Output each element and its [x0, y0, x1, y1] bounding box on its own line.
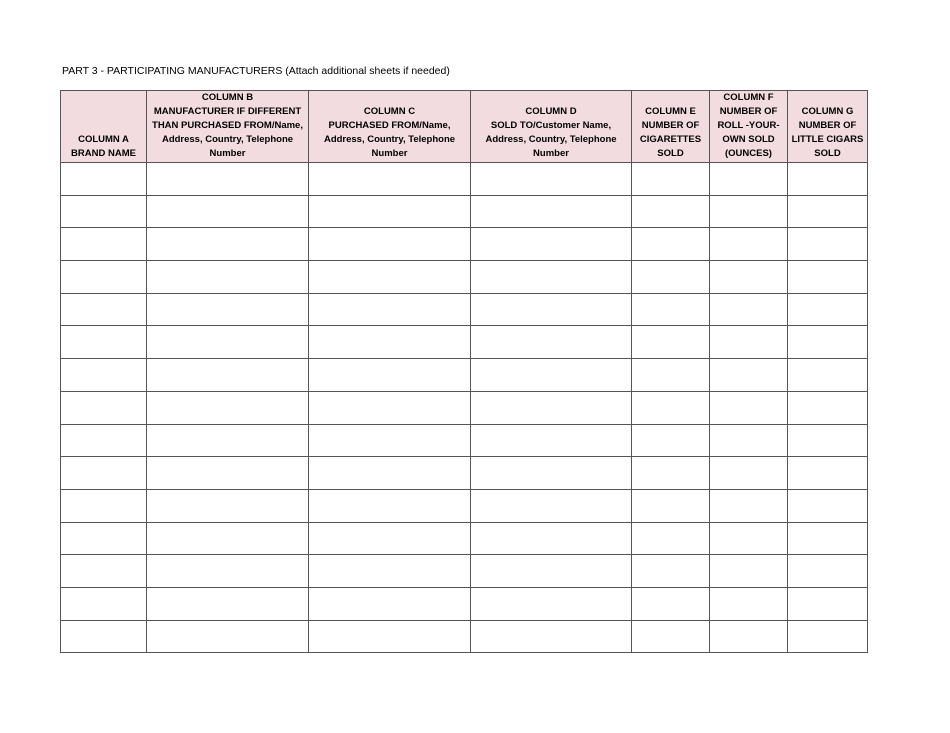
header-line: (OUNCES) — [725, 148, 772, 159]
purchased-from-cell[interactable] — [309, 228, 471, 261]
header-line: CIGARETTES — [639, 134, 702, 145]
participating-manufacturers-table — [60, 90, 868, 653]
cigarettes-sold-cell[interactable] — [632, 587, 710, 620]
header-line: Number — [209, 148, 246, 159]
roll-your-own-sold-cell[interactable] — [710, 620, 788, 653]
little-cigars-sold-cell[interactable] — [788, 620, 868, 653]
table-row — [61, 457, 868, 490]
cigarettes-sold-cell[interactable] — [632, 359, 710, 392]
header-line: SOLD — [814, 148, 841, 159]
table-row — [61, 326, 868, 359]
cigarettes-sold-cell[interactable] — [632, 195, 710, 228]
header-line: Address, Country, Telephone — [323, 134, 456, 145]
little-cigars-sold-cell[interactable] — [788, 555, 868, 588]
table-row — [61, 587, 868, 620]
manufacturer-cell[interactable] — [147, 163, 309, 196]
header-line: THAN PURCHASED FROM/Name, — [152, 120, 303, 131]
brand-name-cell[interactable] — [61, 522, 147, 555]
little-cigars-sold-cell[interactable] — [788, 391, 868, 424]
purchased-from-cell[interactable] — [309, 489, 471, 522]
little-cigars-sold-cell[interactable] — [788, 587, 868, 620]
column-b-header — [147, 91, 309, 163]
roll-your-own-sold-cell[interactable] — [710, 522, 788, 555]
brand-name-cell[interactable] — [61, 293, 147, 326]
header-line: NUMBER OF — [641, 120, 700, 131]
table-row — [61, 293, 868, 326]
sold-to-cell[interactable] — [471, 293, 632, 326]
purchased-from-cell[interactable] — [309, 261, 471, 294]
column-g-header — [788, 91, 868, 163]
header-line: COLUMN F — [723, 92, 774, 103]
table-row — [61, 163, 868, 196]
manufacturer-cell[interactable] — [147, 228, 309, 261]
sold-to-cell[interactable] — [471, 359, 632, 392]
little-cigars-sold-cell[interactable] — [788, 489, 868, 522]
purchased-from-cell[interactable] — [309, 424, 471, 457]
manufacturer-cell[interactable] — [147, 359, 309, 392]
column-c-header — [309, 91, 471, 163]
table-row — [61, 555, 868, 588]
purchased-from-cell[interactable] — [309, 620, 471, 653]
header-line: Address, Country, Telephone — [161, 134, 294, 145]
little-cigars-sold-cell[interactable] — [788, 293, 868, 326]
sold-to-cell[interactable] — [471, 620, 632, 653]
header-row — [61, 91, 868, 163]
purchased-from-cell[interactable] — [309, 195, 471, 228]
table-row — [61, 195, 868, 228]
header-line: COLUMN C — [363, 106, 416, 117]
header-line: COLUMN D — [525, 106, 577, 117]
sold-to-cell[interactable] — [471, 261, 632, 294]
roll-your-own-sold-cell[interactable] — [710, 163, 788, 196]
purchased-from-cell[interactable] — [309, 555, 471, 588]
table-row — [61, 261, 868, 294]
header-line: Address, Country, Telephone — [485, 134, 617, 145]
cigarettes-sold-cell[interactable] — [632, 620, 710, 653]
manufacturer-cell[interactable] — [147, 555, 309, 588]
little-cigars-sold-cell[interactable] — [788, 261, 868, 294]
header-line: ROLL -YOUR- — [717, 120, 780, 131]
roll-your-own-sold-cell[interactable] — [710, 195, 788, 228]
column-d-header — [471, 91, 632, 163]
brand-name-cell[interactable] — [61, 587, 147, 620]
sold-to-cell[interactable] — [471, 555, 632, 588]
little-cigars-sold-cell[interactable] — [788, 195, 868, 228]
roll-your-own-sold-cell[interactable] — [710, 587, 788, 620]
roll-your-own-sold-cell[interactable] — [710, 228, 788, 261]
roll-your-own-sold-cell[interactable] — [710, 293, 788, 326]
purchased-from-cell[interactable] — [309, 326, 471, 359]
manufacturer-cell[interactable] — [147, 424, 309, 457]
little-cigars-sold-cell[interactable] — [788, 522, 868, 555]
column-a-header — [61, 91, 147, 163]
brand-name-cell[interactable] — [61, 261, 147, 294]
little-cigars-sold-cell[interactable] — [788, 457, 868, 490]
brand-name-cell[interactable] — [61, 359, 147, 392]
purchased-from-cell[interactable] — [309, 359, 471, 392]
sold-to-cell[interactable] — [471, 587, 632, 620]
part-3-heading: PART 3 - PARTICIPATING MANUFACTURERS (Attach additional sheets if needed) — [62, 65, 450, 77]
roll-your-own-sold-cell[interactable] — [710, 261, 788, 294]
brand-name-cell[interactable] — [61, 424, 147, 457]
cigarettes-sold-cell[interactable] — [632, 489, 710, 522]
column-f-header — [710, 91, 788, 163]
header-line: BRAND NAME — [71, 148, 136, 159]
little-cigars-sold-cell[interactable] — [788, 228, 868, 261]
brand-name-cell[interactable] — [61, 195, 147, 228]
roll-your-own-sold-cell[interactable] — [710, 359, 788, 392]
roll-your-own-sold-cell[interactable] — [710, 457, 788, 490]
cigarettes-sold-cell[interactable] — [632, 391, 710, 424]
cigarettes-sold-cell[interactable] — [632, 424, 710, 457]
little-cigars-sold-cell[interactable] — [788, 359, 868, 392]
purchased-from-cell[interactable] — [309, 457, 471, 490]
roll-your-own-sold-cell[interactable] — [710, 489, 788, 522]
table-row — [61, 391, 868, 424]
sold-to-cell[interactable] — [471, 522, 632, 555]
sold-to-cell[interactable] — [471, 424, 632, 457]
sold-to-cell[interactable] — [471, 326, 632, 359]
little-cigars-sold-cell[interactable] — [788, 163, 868, 196]
manufacturer-cell[interactable] — [147, 522, 309, 555]
sold-to-cell[interactable] — [471, 163, 632, 196]
header-line: SOLD — [657, 148, 684, 159]
roll-your-own-sold-cell[interactable] — [710, 326, 788, 359]
roll-your-own-sold-cell[interactable] — [710, 555, 788, 588]
header-line: MANUFACTURER IF DIFFERENT — [153, 106, 302, 117]
manufacturer-cell[interactable] — [147, 326, 309, 359]
cigarettes-sold-cell[interactable] — [632, 555, 710, 588]
roll-your-own-sold-cell[interactable] — [710, 424, 788, 457]
purchased-from-cell[interactable] — [309, 587, 471, 620]
brand-name-cell[interactable] — [61, 163, 147, 196]
purchased-from-cell[interactable] — [309, 293, 471, 326]
cigarettes-sold-cell[interactable] — [632, 293, 710, 326]
manufacturer-cell[interactable] — [147, 489, 309, 522]
little-cigars-sold-cell[interactable] — [788, 424, 868, 457]
purchased-from-cell[interactable] — [309, 391, 471, 424]
column-e-header — [632, 91, 710, 163]
header-line: NUMBER OF — [719, 106, 778, 117]
table-body — [61, 163, 868, 653]
brand-name-cell[interactable] — [61, 620, 147, 653]
cigarettes-sold-cell[interactable] — [632, 326, 710, 359]
header-line: Number — [533, 148, 569, 159]
roll-your-own-sold-cell[interactable] — [710, 391, 788, 424]
manufacturer-cell[interactable] — [147, 261, 309, 294]
manufacturer-cell[interactable] — [147, 587, 309, 620]
sold-to-cell[interactable] — [471, 228, 632, 261]
header-line: COLUMN B — [201, 92, 254, 103]
header-line: Number — [371, 148, 408, 159]
cigarettes-sold-cell[interactable] — [632, 163, 710, 196]
cigarettes-sold-cell[interactable] — [632, 457, 710, 490]
sold-to-cell[interactable] — [471, 391, 632, 424]
purchased-from-cell[interactable] — [309, 522, 471, 555]
header-line: NUMBER OF — [798, 120, 857, 131]
brand-name-cell[interactable] — [61, 457, 147, 490]
table-row — [61, 489, 868, 522]
manufacturer-cell[interactable] — [147, 293, 309, 326]
sold-to-cell[interactable] — [471, 195, 632, 228]
manufacturer-cell[interactable] — [147, 457, 309, 490]
brand-name-cell[interactable] — [61, 391, 147, 424]
header-line: LITTLE CIGARS — [791, 134, 864, 145]
brand-name-cell[interactable] — [61, 555, 147, 588]
header-line: COLUMN A — [78, 134, 129, 145]
cigarettes-sold-cell[interactable] — [632, 522, 710, 555]
manufacturer-cell[interactable] — [147, 620, 309, 653]
brand-name-cell[interactable] — [61, 326, 147, 359]
header-line: COLUMN G — [801, 106, 854, 117]
table-row — [61, 424, 868, 457]
table-row — [61, 620, 868, 653]
sold-to-cell[interactable] — [471, 457, 632, 490]
cigarettes-sold-cell[interactable] — [632, 228, 710, 261]
manufacturer-cell[interactable] — [147, 391, 309, 424]
brand-name-cell[interactable] — [61, 228, 147, 261]
sold-to-cell[interactable] — [471, 489, 632, 522]
header-line: OWN SOLD — [722, 134, 775, 145]
table-row — [61, 228, 868, 261]
table-row — [61, 359, 868, 392]
header-line: SOLD TO/Customer Name, — [490, 120, 612, 131]
brand-name-cell[interactable] — [61, 489, 147, 522]
purchased-from-cell[interactable] — [309, 163, 471, 196]
manufacturer-cell[interactable] — [147, 195, 309, 228]
header-line: PURCHASED FROM/Name, — [328, 120, 451, 131]
header-line: COLUMN E — [645, 106, 696, 117]
little-cigars-sold-cell[interactable] — [788, 326, 868, 359]
table-row — [61, 522, 868, 555]
cigarettes-sold-cell[interactable] — [632, 261, 710, 294]
